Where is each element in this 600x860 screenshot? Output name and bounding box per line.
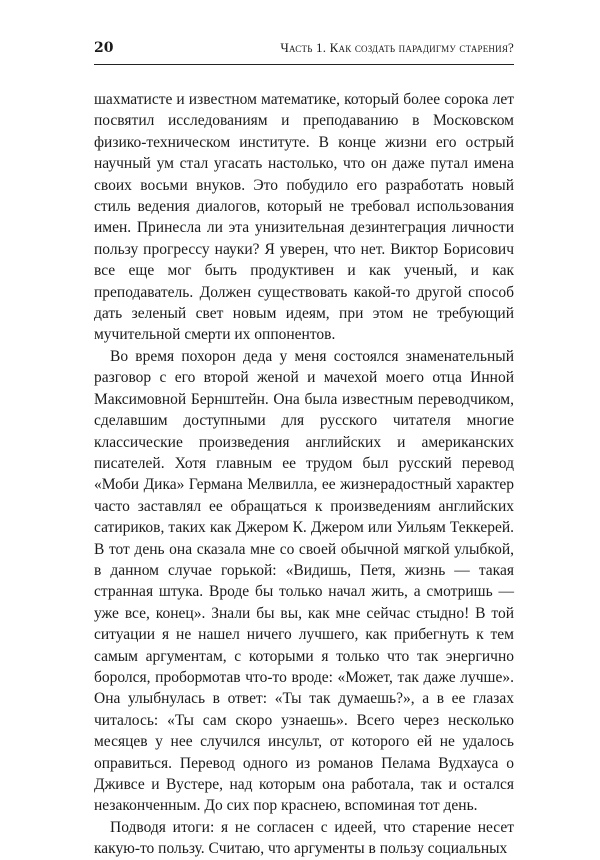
running-header — [94, 40, 514, 62]
paragraph-continuation: шахматисте и известном математике, который более сорока лет посвятил исследованиям и преподаванию в Московском физико-техническом институте. В конце жизни его острый научный ум стал угасать настолько, что он даже путал имена своих восьми внуков. Это побудило его разработать новый стиль ведения диалогов, который не требовал использования имен. Принесла ли эта унизительная дезинтеграция личности пользу прогрессу науки? Я уверен, что нет. Виктор Борисович все еще мог быть продуктивен и как ученый, и как преподаватель. Должен существовать какой-то другой способ дать зеленый свет новым идеям, при этом не требующий мучительной смерти их оппонентов. — [94, 91, 514, 344]
paragraph-funeral-conversation: Во время похорон деда у меня состоялся знаменательный разговор с его второй женой и мачехой моего отца Инной Максимовной Бернштейн. Она была известным переводчиком, сделавшим доступными для русского читателя многие классические произведения английских и американских писателей. Хотя главным ее трудом был русский перевод «Моби Дика» Германа Мелвилла, ее жизнерадостный характер часто заставлял ее обращаться к произведениям английских сатириков, таких как Джером К. Джером или Уильям Теккерей. В тот день она сказала мне со своей обычной мягкой улыбкой, в данном случае горькой: «Видишь, Петя, жизнь — такая странная штука. Вроде бы только начал жить, а смотришь — уже все, конец». Знали бы вы, как мне сейчас стыдно! В той ситуации я не нашел ничего лучшего, как прибегнуть к тем самым аргументам, с которыми я только что так энергично боролся, пробормотав что-то вроде: «Может, так даже лучше». Она улыбнулась в ответ: «Ты так думаешь?», а в ее глазах читалось: «Ты сам скоро узнаешь». Всего через несколько месяцев у нее случился инсульт, от которого ей не удалось оправиться. Перевод одного из романов Пелама Вудхауса о Дживсе и Вустере, над которым она работала, так и остался незаконченным. До сих пор краснею, вспоминая тот день. — [94, 347, 514, 815]
header-rule — [94, 64, 514, 65]
running-title: Часть 1. Как создать парадигму старения? — [280, 40, 514, 55]
book-page — [94, 40, 514, 860]
paragraph-summary: Подводя итоги: я не согласен с идеей, что старение несет какую-то пользу. Считаю, что аргументы в пользу социальных — [94, 818, 514, 858]
page-number: 20 — [94, 40, 114, 56]
body-text — [94, 89, 514, 860]
